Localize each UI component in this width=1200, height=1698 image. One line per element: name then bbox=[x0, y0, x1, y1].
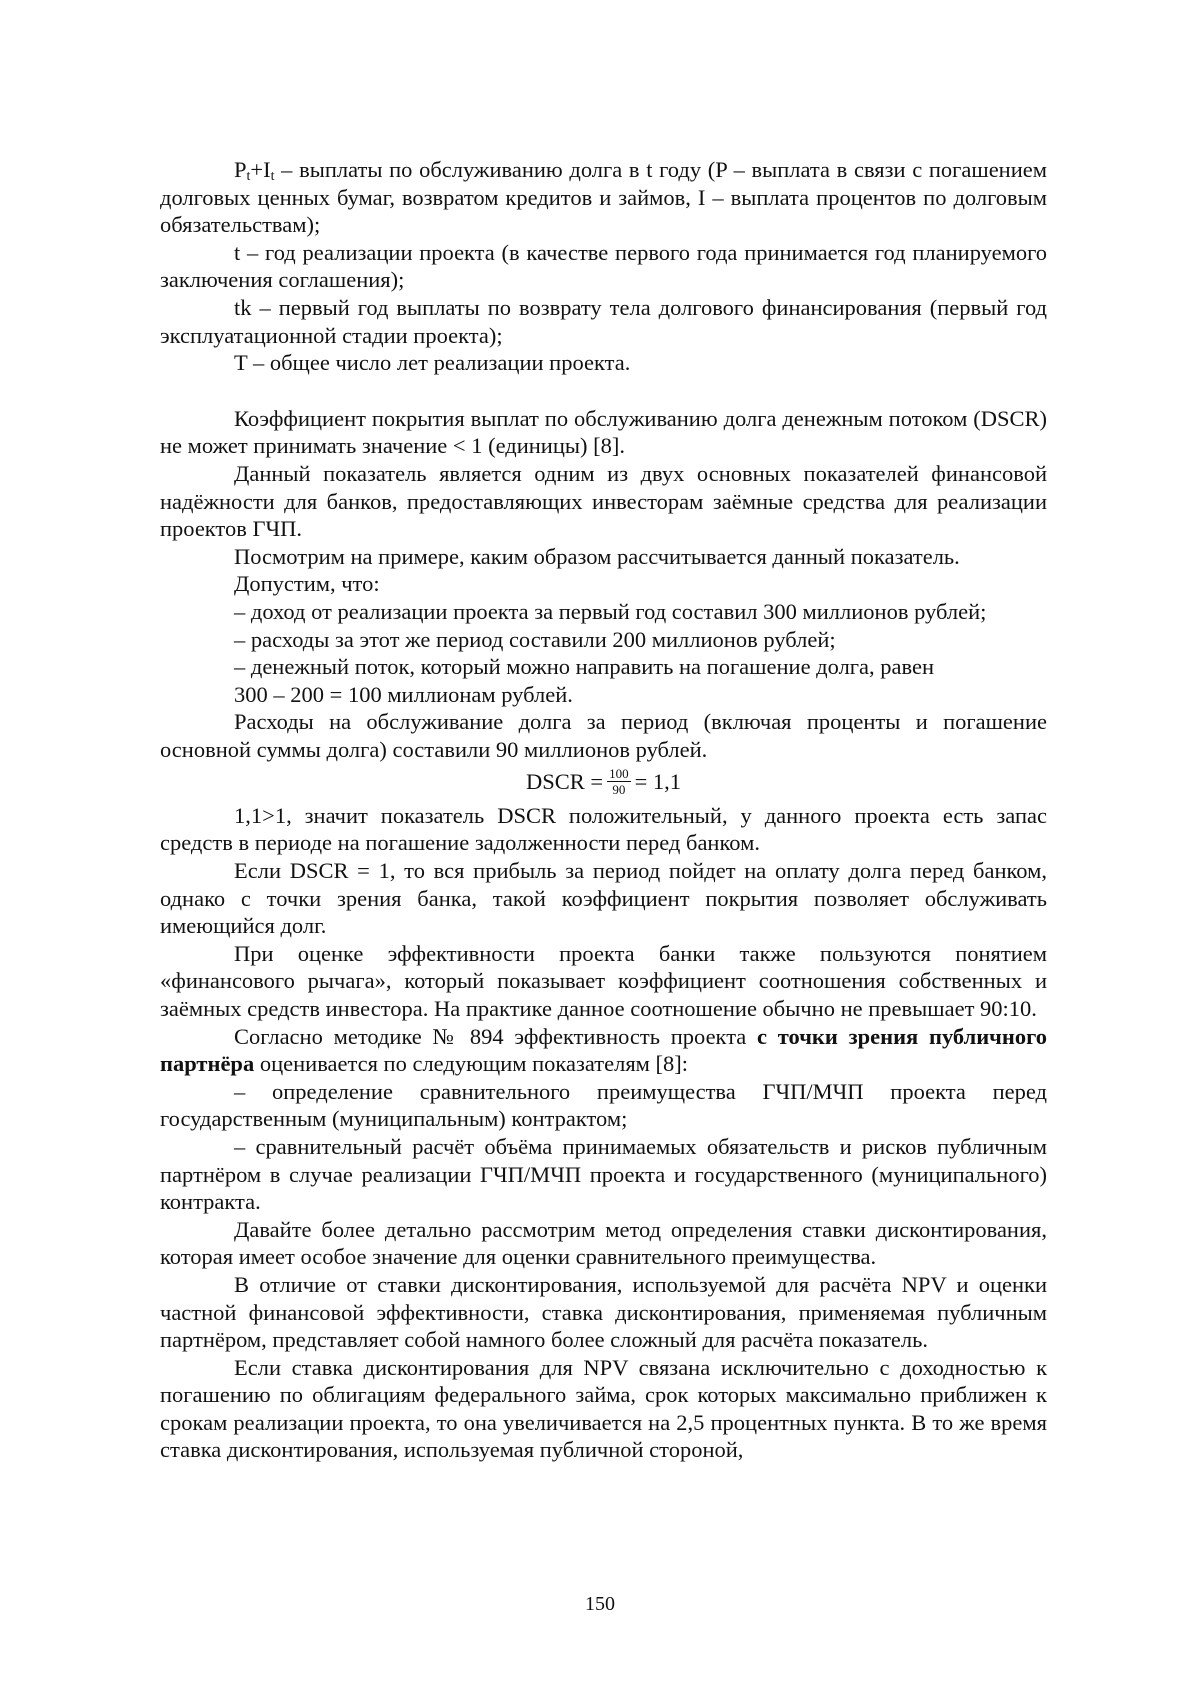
list-item-comparative-calculation: – сравнительный расчёт объёма принимаемых обязательств и рисков публичным партнёром в случае реализации ГЧП/МЧП проекта и государственного (муниципального) контракта. bbox=[160, 1133, 1047, 1215]
paragraph-debt-service: Расходы на обслуживание долга за период (включая проценты и погашение основной суммы долга) составили 90 миллионов рублей. bbox=[160, 709, 1047, 762]
paragraph-example-intro: Посмотрим на примере, каким образом рассчитывается данный показатель. bbox=[234, 543, 960, 569]
formula-denominator: 90 bbox=[612, 781, 626, 797]
paragraph-T-definition: T – общее число лет реализации проекта. bbox=[234, 350, 631, 376]
paragraph-dscr-importance: Данный показатель является одним из двух основных показателей финансовой надёжности для банков, предоставляющих инвесторам заёмные средства для реализации проектов ГЧП. bbox=[160, 460, 1047, 542]
spacer bbox=[160, 377, 1047, 405]
formula-rhs: = 1,1 bbox=[634, 769, 682, 795]
list-item-income: – доход от реализации проекта за первый год составил 300 миллионов рублей; bbox=[234, 598, 987, 624]
dscr-formula bbox=[160, 767, 1047, 799]
pt-subscript: t bbox=[246, 169, 251, 184]
formula-fraction bbox=[607, 766, 631, 797]
paragraph-financial-leverage: При оценке эффективности проекта банки также пользуются понятием «финансового рычага», который показывает коэффициент соотношения собственных и заёмных средств инвестора. На практике данное соотношение обычно не превышает 90:10. bbox=[160, 940, 1047, 1021]
page-number: 150 bbox=[585, 1593, 615, 1615]
paragraph-ofz-yield: Если ставка дисконтирования для NPV связана исключительно с доходностью к погашению по облигациям федерального займа, срок которых максимально приближен к срокам реализации проекта, то она увеличивается на 2,5 процентных пункта. В то же время ставка дисконтирования, используемая публичной стороной, bbox=[160, 1354, 1047, 1463]
formula-lhs: DSCR = bbox=[525, 769, 604, 795]
list-item-cash-flow: – денежный поток, который можно направить на погашение долга, равен bbox=[234, 654, 935, 680]
paragraph-discount-rate-method: Давайте более детально рассмотрим метод определения ставки дисконтирования, которая имеет особое значение для оценки сравнительного преимущества. bbox=[160, 1216, 1047, 1270]
paragraph-t-definition: t – год реализации проекта (в качестве первого года принимается год планируемого заключения соглашения); bbox=[160, 239, 1047, 293]
paragraph-pt-definition bbox=[160, 156, 1047, 239]
pt-symbol: P bbox=[234, 157, 247, 182]
pt-definition-text: – выплаты по обслуживанию долга в t году (P – выплата в связи с погашением долговых ценных бумаг, возвратом кредитов и займов, I – выплата процентов по долговым обязательствам); bbox=[160, 157, 1047, 238]
paragraph-dscr-positive: 1,1>1, значит показатель DSCR положительный, у данного проекта есть запас средств в периоде на погашение задолженности перед банком. bbox=[160, 802, 1047, 856]
list-item-cash-flow-continued: 300 – 200 = 100 миллионам рублей. bbox=[234, 681, 573, 707]
list-item-expenses: – расходы за этот же период составили 200 миллионов рублей; bbox=[234, 626, 836, 652]
paragraph-assume: Допустим, что: bbox=[234, 571, 380, 597]
paragraph-dscr-limit: Коэффициент покрытия выплат по обслуживанию долга денежным потоком (DSCR) не может принимать значение < 1 (единицы) [8]. bbox=[160, 405, 1047, 459]
methodology-text-post: оценивается по следующим показателям [8]: bbox=[254, 1051, 689, 1077]
methodology-emphasis: с точки зрения публичного партнёра bbox=[160, 1023, 1047, 1077]
plus-sign: + bbox=[250, 157, 264, 182]
paragraph-npv-discount-rate: В отличие от ставки дисконтирования, используемой для расчёта NPV и оценки частной финансовой эффективности, ставка дисконтирования, применяемая публичным партнёром, представляет собой намного более сложный для расчёта показатель. bbox=[160, 1271, 1047, 1353]
page-content bbox=[160, 156, 1047, 1464]
it-symbol: I bbox=[263, 157, 271, 182]
paragraph-dscr-equals-one: Если DSCR = 1, то вся прибыль за период пойдет на оплату долга перед банком, однако с точки зрения банка, такой коэффициент покрытия позволяет обслуживать имеющийся долг. bbox=[160, 858, 1047, 939]
list-item-comparative-advantage: – определение сравнительного преимущества ГЧП/МЧП проекта перед государственным (муниципальным) контрактом; bbox=[160, 1078, 1047, 1132]
methodology-text-pre: Согласно методике № 894 эффективность проекта bbox=[234, 1023, 758, 1049]
formula-numerator: 100 bbox=[609, 765, 629, 781]
paragraph-methodology bbox=[160, 1023, 1047, 1078]
paragraph-tk-definition: tk – первый год выплаты по возврату тела долгового финансирования (первый год эксплуатационной стадии проекта); bbox=[160, 294, 1047, 348]
it-subscript: t bbox=[270, 169, 275, 184]
